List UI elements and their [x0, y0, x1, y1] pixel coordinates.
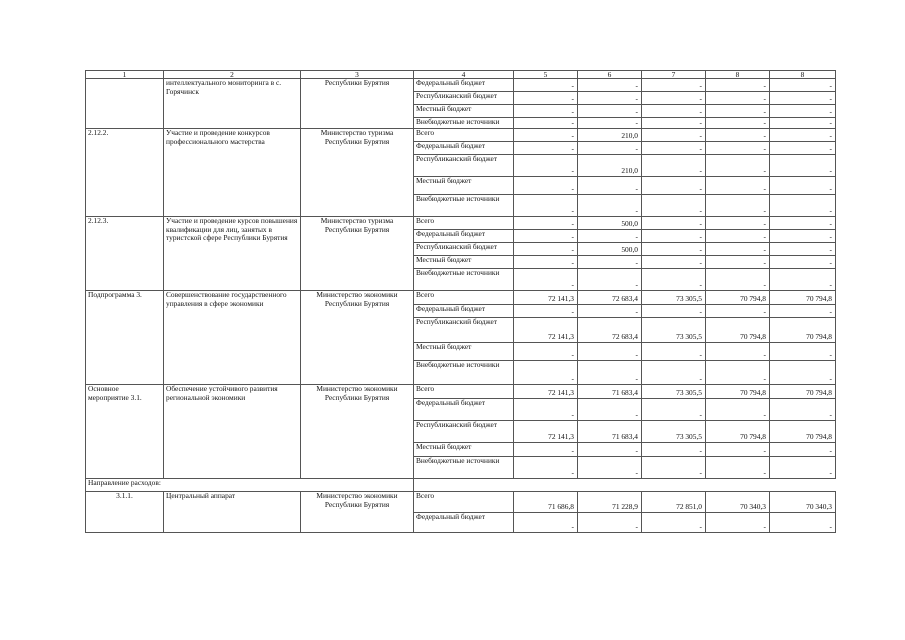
funding-source: Внебюджетные источники [414, 457, 514, 479]
row-executor: Министерство туризма Республики Бурятия [301, 217, 414, 291]
funding-source: Федеральный бюджет [414, 513, 514, 533]
value-cell: - [514, 118, 578, 129]
value-cell: - [514, 443, 578, 457]
column-header: 7 [642, 71, 706, 79]
value-cell: - [706, 105, 770, 118]
value-cell: 72 851,0 [642, 492, 706, 513]
value-cell: - [642, 256, 706, 269]
value-cell: 72 683,4 [578, 318, 642, 343]
value-cell: - [578, 118, 642, 129]
table-body [86, 71, 836, 533]
table-row [86, 385, 836, 399]
value-cell: - [642, 343, 706, 361]
value-cell: - [514, 105, 578, 118]
funding-source: Всего [414, 291, 514, 305]
value-cell: - [642, 230, 706, 243]
funding-source: Местный бюджет [414, 343, 514, 361]
value-cell: 72 141,3 [514, 318, 578, 343]
value-cell: - [514, 79, 578, 92]
funding-source: Местный бюджет [414, 177, 514, 195]
value-cell: - [578, 79, 642, 92]
value-cell: - [706, 361, 770, 385]
value-cell: - [514, 155, 578, 177]
value-cell: 70 340,3 [770, 492, 836, 513]
value-cell: 72 141,3 [514, 291, 578, 305]
funding-source: Республиканский бюджет [414, 318, 514, 343]
value-cell: - [770, 217, 836, 230]
row-code: 2.12.2. [86, 129, 164, 217]
value-cell: - [514, 243, 578, 256]
value-cell: - [770, 79, 836, 92]
value-cell: - [706, 155, 770, 177]
section-row [86, 479, 836, 492]
value-cell: - [706, 230, 770, 243]
value-cell: - [706, 343, 770, 361]
value-cell: 70 794,8 [770, 385, 836, 399]
value-cell: - [770, 343, 836, 361]
value-cell: - [770, 177, 836, 195]
value-cell: - [770, 230, 836, 243]
value-cell: - [642, 129, 706, 142]
value-cell: - [642, 79, 706, 92]
value-cell: - [642, 399, 706, 421]
value-cell: 72 683,4 [578, 291, 642, 305]
value-cell: 73 305,5 [642, 421, 706, 443]
row-name: Центральный аппарат [164, 492, 301, 533]
value-cell: - [578, 513, 642, 533]
funding-source: Всего [414, 217, 514, 230]
row-name: Участие и проведение конкурсов профессионального мастерства [164, 129, 301, 217]
table-row [86, 492, 836, 513]
value-cell: - [706, 118, 770, 129]
funding-source: Местный бюджет [414, 105, 514, 118]
funding-source: Федеральный бюджет [414, 142, 514, 155]
table-row [86, 291, 836, 305]
value-cell: - [706, 269, 770, 291]
row-name: Совершенствование государственного управления в сфере экономики [164, 291, 301, 385]
funding-source: Местный бюджет [414, 443, 514, 457]
value-cell: - [706, 443, 770, 457]
value-cell: 70 794,8 [706, 421, 770, 443]
value-cell: 71 686,8 [514, 492, 578, 513]
value-cell: 70 794,8 [770, 291, 836, 305]
value-cell: - [578, 457, 642, 479]
value-cell: 70 794,8 [706, 318, 770, 343]
value-cell: - [642, 118, 706, 129]
value-cell: - [770, 243, 836, 256]
value-cell: 500,0 [578, 243, 642, 256]
value-cell: - [514, 361, 578, 385]
column-header: 4 [414, 71, 514, 79]
row-name: интеллектуального мониторинга в с. Горячинск [164, 79, 301, 129]
value-cell: - [514, 195, 578, 217]
value-cell: - [578, 105, 642, 118]
funding-source: Республиканский бюджет [414, 243, 514, 256]
value-cell: 70 340,3 [706, 492, 770, 513]
value-cell: - [642, 155, 706, 177]
value-cell: - [642, 269, 706, 291]
value-cell: 70 794,8 [706, 385, 770, 399]
row-executor: Министерство экономики Республики Бурятия [301, 385, 414, 479]
value-cell: - [770, 129, 836, 142]
value-cell: - [578, 361, 642, 385]
value-cell: - [770, 195, 836, 217]
funding-source: Всего [414, 129, 514, 142]
value-cell: - [642, 177, 706, 195]
value-cell: - [706, 79, 770, 92]
row-name: Обеспечение устойчивого развития региональной экономики [164, 385, 301, 479]
value-cell: 73 305,5 [642, 385, 706, 399]
value-cell: 70 794,8 [770, 318, 836, 343]
funding-source: Федеральный бюджет [414, 230, 514, 243]
column-header: 6 [578, 71, 642, 79]
value-cell: - [770, 399, 836, 421]
value-cell: - [770, 155, 836, 177]
value-cell: - [642, 457, 706, 479]
value-cell: - [578, 92, 642, 105]
value-cell: - [514, 217, 578, 230]
funding-source: Внебюджетные источники [414, 118, 514, 129]
funding-source: Внебюджетные источники [414, 195, 514, 217]
value-cell: 210,0 [578, 129, 642, 142]
row-code: Основное мероприятие 3.1. [86, 385, 164, 479]
value-cell: - [642, 142, 706, 155]
budget-table [85, 70, 836, 533]
column-header: 3 [301, 71, 414, 79]
value-cell: 72 141,3 [514, 385, 578, 399]
value-cell: - [706, 142, 770, 155]
value-cell: - [514, 92, 578, 105]
header-row [86, 71, 836, 79]
funding-source: Всего [414, 492, 514, 513]
funding-source: Республиканский бюджет [414, 155, 514, 177]
value-cell: 70 794,8 [770, 421, 836, 443]
table-row [86, 79, 836, 92]
value-cell: - [770, 105, 836, 118]
value-cell: - [770, 269, 836, 291]
row-executor: Республики Бурятия [301, 79, 414, 129]
value-cell: - [770, 361, 836, 385]
value-cell: - [770, 457, 836, 479]
value-cell: - [642, 105, 706, 118]
value-cell: 73 305,5 [642, 291, 706, 305]
value-cell: - [578, 343, 642, 361]
value-cell: - [578, 177, 642, 195]
value-cell: - [578, 269, 642, 291]
section-blank [414, 479, 836, 492]
funding-source: Всего [414, 385, 514, 399]
funding-source: Местный бюджет [414, 256, 514, 269]
value-cell: 73 305,5 [642, 318, 706, 343]
value-cell: - [706, 129, 770, 142]
value-cell: - [770, 256, 836, 269]
value-cell: - [706, 92, 770, 105]
section-label: Направление расходов: [86, 479, 414, 492]
value-cell: 71 683,4 [578, 385, 642, 399]
value-cell: - [642, 195, 706, 217]
value-cell: 71 228,9 [578, 492, 642, 513]
value-cell: - [578, 256, 642, 269]
value-cell: - [706, 399, 770, 421]
value-cell: - [514, 129, 578, 142]
value-cell: - [706, 217, 770, 230]
column-header: 5 [514, 71, 578, 79]
value-cell: - [770, 142, 836, 155]
value-cell: - [578, 443, 642, 457]
value-cell: - [706, 195, 770, 217]
funding-source: Внебюджетные источники [414, 269, 514, 291]
row-executor: Министерство экономики Республики Бурятия [301, 291, 414, 385]
value-cell: - [578, 230, 642, 243]
value-cell: 72 141,3 [514, 421, 578, 443]
funding-source: Республиканский бюджет [414, 92, 514, 105]
row-code: Подпрограмма 3. [86, 291, 164, 385]
value-cell: - [706, 513, 770, 533]
table-row [86, 217, 836, 230]
row-code: 2.12.3. [86, 217, 164, 291]
column-header: 1 [86, 71, 164, 79]
value-cell: - [642, 443, 706, 457]
value-cell: - [578, 142, 642, 155]
value-cell: - [642, 361, 706, 385]
funding-source: Республиканский бюджет [414, 421, 514, 443]
value-cell: 500,0 [578, 217, 642, 230]
value-cell: - [642, 92, 706, 105]
value-cell: - [770, 443, 836, 457]
value-cell: - [770, 92, 836, 105]
value-cell: - [642, 305, 706, 318]
value-cell: - [706, 457, 770, 479]
value-cell: - [578, 195, 642, 217]
value-cell: - [514, 457, 578, 479]
value-cell: - [514, 142, 578, 155]
row-executor: Министерство туризма Республики Бурятия [301, 129, 414, 217]
value-cell: - [514, 343, 578, 361]
value-cell: - [706, 256, 770, 269]
value-cell: - [578, 305, 642, 318]
funding-source: Федеральный бюджет [414, 305, 514, 318]
funding-source: Федеральный бюджет [414, 399, 514, 421]
value-cell: - [514, 230, 578, 243]
value-cell: - [514, 256, 578, 269]
value-cell: 71 683,4 [578, 421, 642, 443]
row-name: Участие и проведение курсов повышения квалификации для лиц, занятых в туристской сфере Республики Бурятия [164, 217, 301, 291]
value-cell: - [770, 305, 836, 318]
value-cell: - [642, 513, 706, 533]
column-header: 8 [706, 71, 770, 79]
value-cell: - [514, 513, 578, 533]
row-executor: Министерство экономики Республики Бурятия [301, 492, 414, 533]
column-header: 8 [770, 71, 836, 79]
table-row [86, 129, 836, 142]
value-cell: - [578, 399, 642, 421]
value-cell: - [642, 243, 706, 256]
column-header: 2 [164, 71, 301, 79]
value-cell: - [514, 177, 578, 195]
value-cell: 70 794,8 [706, 291, 770, 305]
row-code [86, 79, 164, 129]
row-code: 3.1.1. [86, 492, 164, 533]
value-cell: - [514, 305, 578, 318]
value-cell: - [706, 305, 770, 318]
value-cell: - [770, 513, 836, 533]
value-cell: - [706, 177, 770, 195]
value-cell: - [770, 118, 836, 129]
value-cell: - [706, 243, 770, 256]
value-cell: 210,0 [578, 155, 642, 177]
value-cell: - [514, 269, 578, 291]
funding-source: Внебюджетные источники [414, 361, 514, 385]
value-cell: - [642, 217, 706, 230]
value-cell: - [514, 399, 578, 421]
funding-source: Федеральный бюджет [414, 79, 514, 92]
